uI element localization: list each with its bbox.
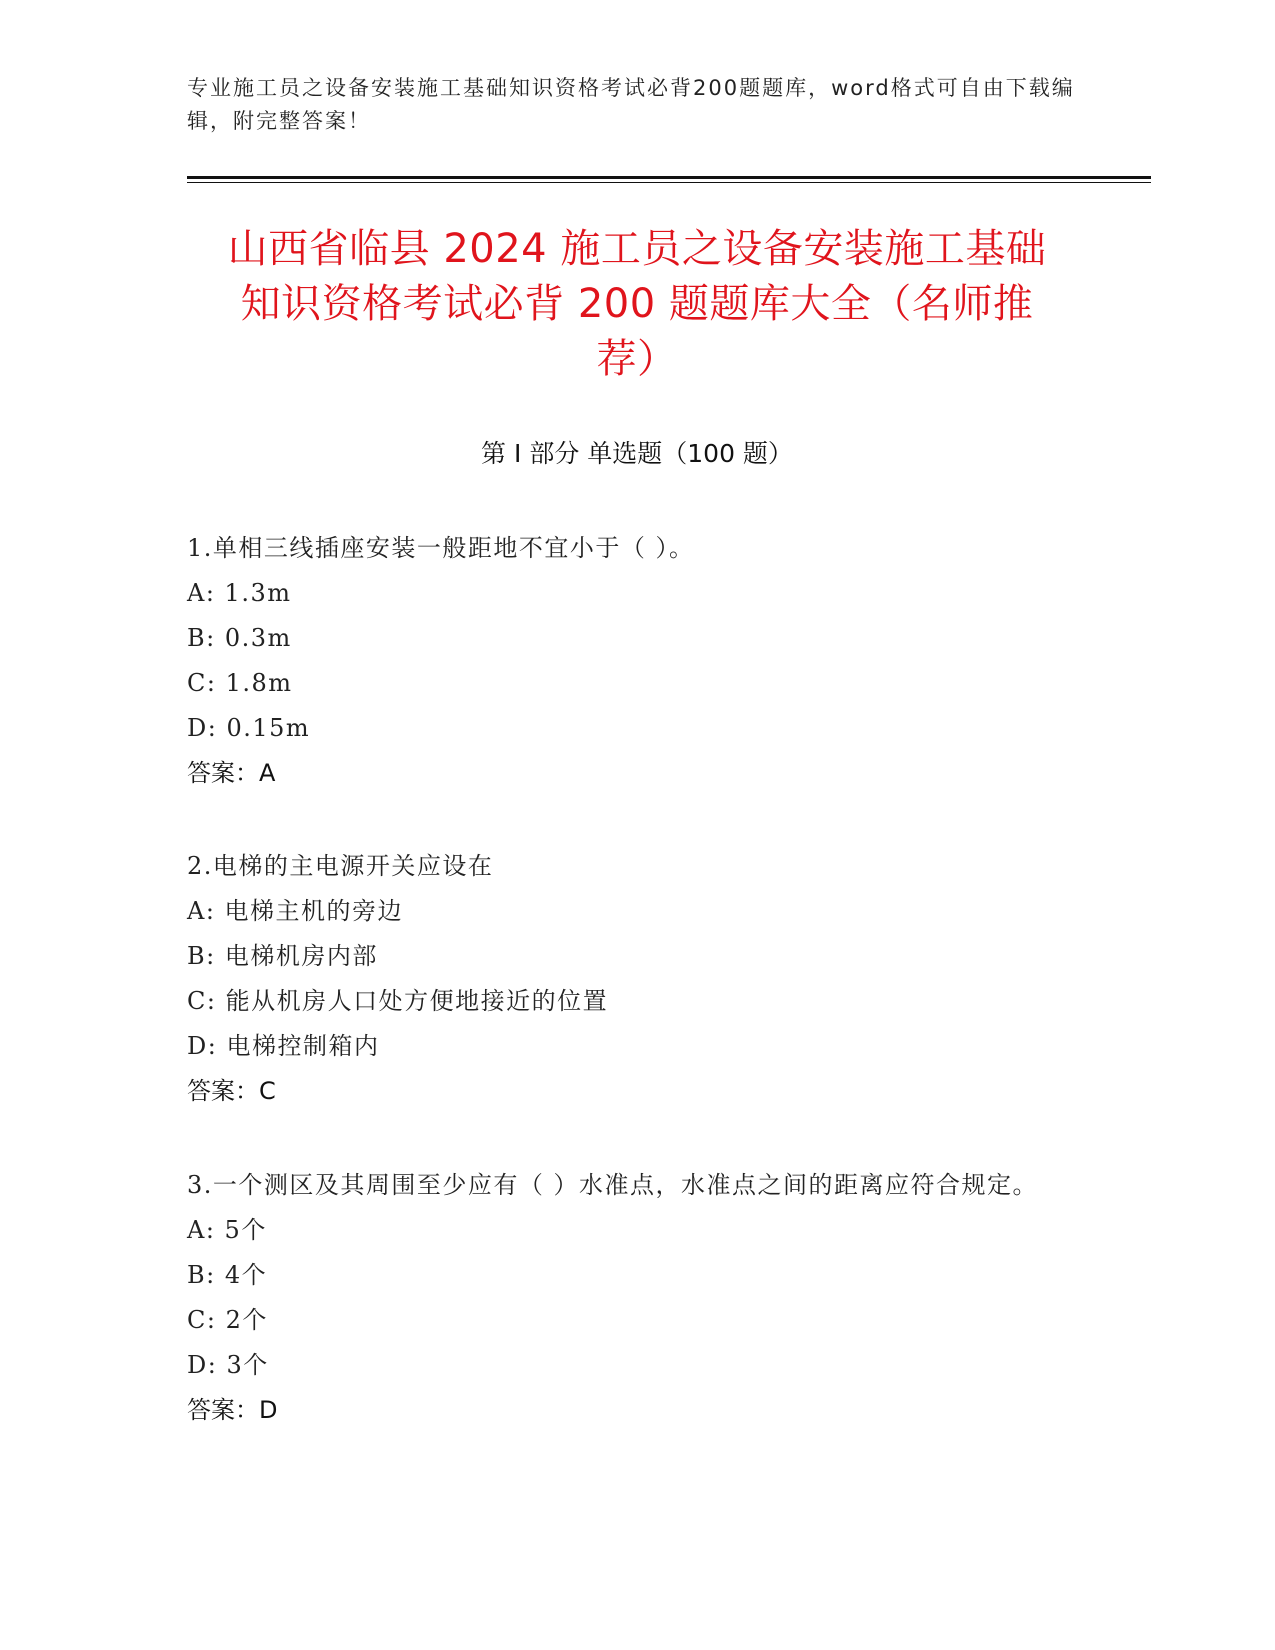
question-item — [187, 1163, 1087, 1433]
header-rule-thin — [187, 182, 1151, 183]
option-d: D: 3个 — [187, 1351, 269, 1379]
answer-line: 答案：C — [187, 1077, 276, 1105]
header-rule-thick — [187, 176, 1151, 179]
option-c: C: 1.8m — [187, 669, 293, 697]
answer-line: 答案：D — [187, 1396, 278, 1424]
section-heading: 第 I 部分 单选题（100 题） — [481, 439, 793, 468]
header-note: 专业施工员之设备安装施工基础知识资格考试必背200题题库，word格式可自由下载编辑，附完整答案！ — [187, 76, 1075, 133]
option-b: B: 0.3m — [187, 624, 292, 652]
option-a: A: 电梯主机的旁边 — [187, 897, 404, 925]
option-d: D: 0.15m — [187, 714, 311, 742]
option-a: A: 1.3m — [187, 579, 292, 607]
option-c: C: 能从机房人口处方便地接近的位置 — [187, 987, 609, 1015]
question-stem: 3.一个测区及其周围至少应有（ ）水准点，水准点之间的距离应符合规定。 — [187, 1171, 1039, 1199]
option-c: C: 2个 — [187, 1306, 268, 1334]
question-item — [187, 526, 1087, 796]
question-item — [187, 844, 1087, 1114]
question-stem: 2.电梯的主电源开关应设在 — [187, 852, 494, 880]
question-stem: 1.单相三线插座安装一般距地不宜小于（ ）。 — [187, 534, 695, 562]
document-title — [187, 222, 1087, 387]
answer-line: 答案：A — [187, 759, 276, 787]
title-line-1: 山西省临县 2024 施工员之设备安装施工基础 — [227, 226, 1047, 272]
option-b: B: 4个 — [187, 1261, 268, 1289]
option-a: A: 5个 — [187, 1216, 267, 1244]
option-b: B: 电梯机房内部 — [187, 942, 378, 970]
option-d: D: 电梯控制箱内 — [187, 1032, 380, 1060]
title-line-3: 荐） — [596, 336, 678, 382]
title-line-2: 知识资格考试必背 200 题题库大全（名师推 — [240, 281, 1034, 327]
